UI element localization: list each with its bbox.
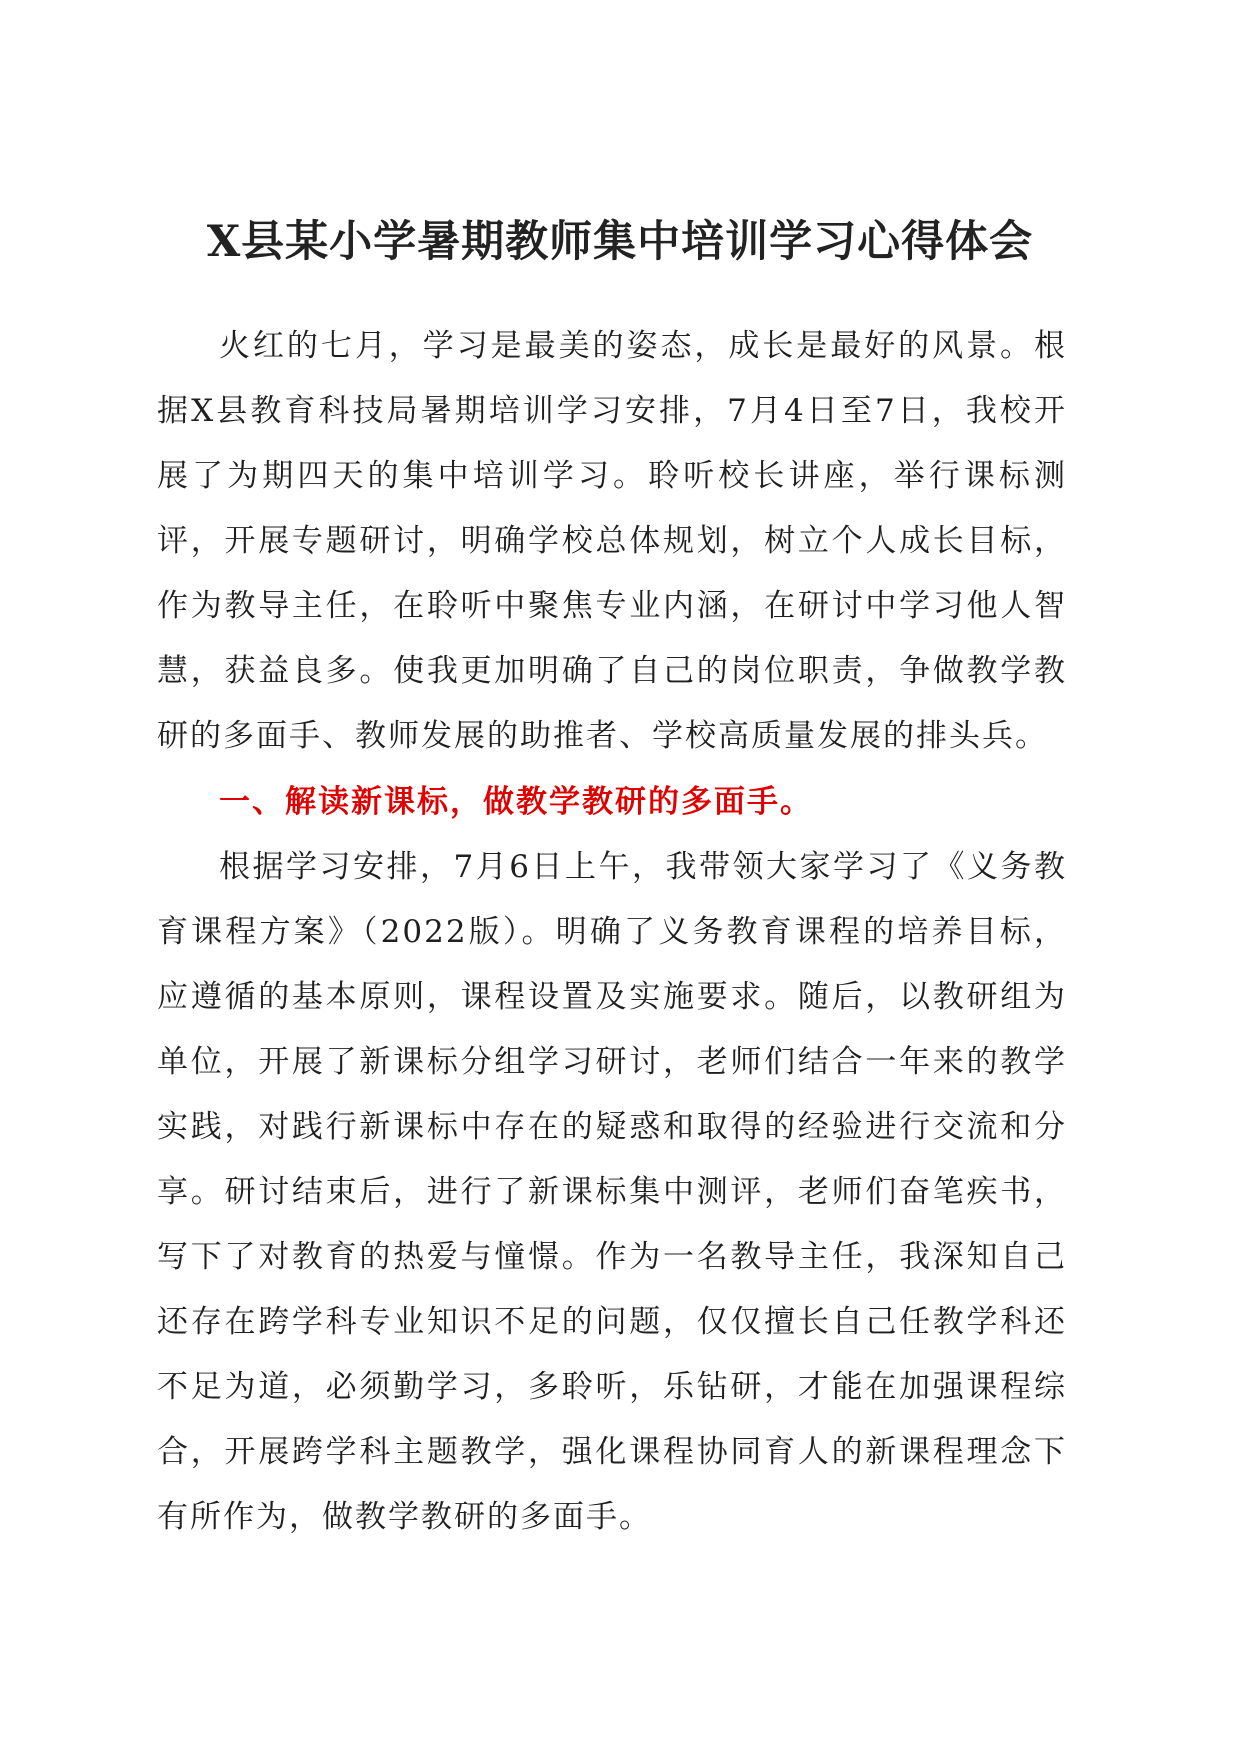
section-1-paragraph: 根据学习安排，7月6日上午，我带领大家学习了《义务教育课程方案》（2022版）。明确了义务教育课程的培养目标，应遵循的基本原则，课程设置及实施要求。随后，以教研组为单位，开展了新课标分组学习研讨，老师们结合一年来的教学实践，对践行新课标中存在的疑惑和取得的经验进行交流和分享。研讨结束后，进行了新课标集中测评，老师们奋笔疾书，写下了对教育的热爱与憧憬。作为一名教导主任，我深知自己还存在跨学科专业知识不足的问题，仅仅擅长自己任教学科还不足为道，必须勤学习，多聆听，乐钻研，才能在加强课程综合，开展跨学科主题教学，强化课程协同育人的新课程理念下有所作为，做教学教研的多面手。: [157, 849, 1067, 1535]
section-heading-1: 一、解读新课标，做教学教研的多面手。: [219, 784, 813, 820]
intro-paragraph: 火红的七月，学习是最美的姿态，成长是最好的风景。根据X县教育科技局暑期培训学习安排，7月4日至7日，我校开展了为期四天的集中培训学习。聆听校长讲座，举行课标测评，开展专题研讨，明确学校总体规划，树立个人成长目标，作为教导主任，在聆听中聚焦专业内涵，在研讨中学习他人智慧，获益良多。使我更加明确了自己的岗位职责，争做教学教研的多面手、教师发展的助推者、学校高质量发展的排头兵。: [157, 328, 1067, 754]
document-title: X县某小学暑期教师集中培训学习心得体会: [206, 217, 1034, 267]
